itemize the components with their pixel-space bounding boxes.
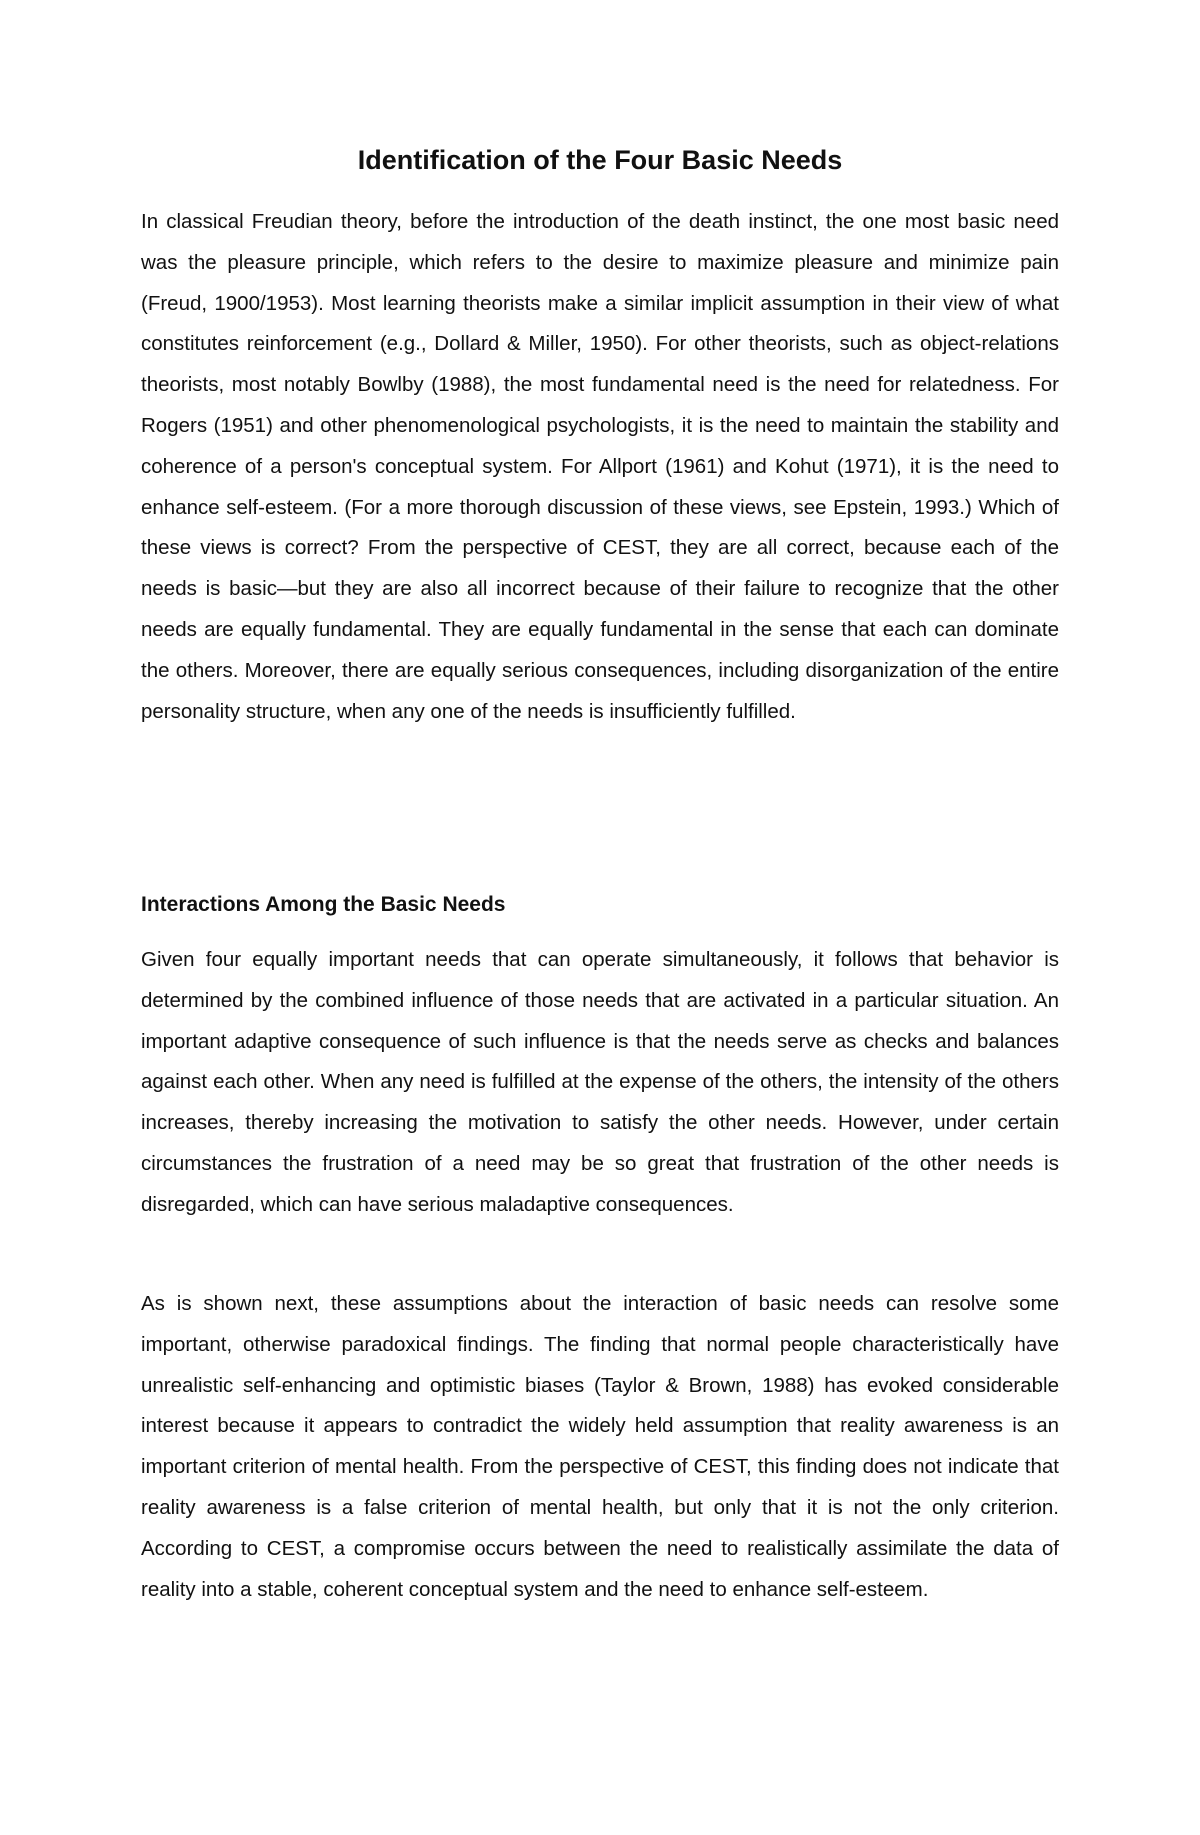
section-heading: Interactions Among the Basic Needs	[141, 893, 506, 916]
body-paragraph-1: In classical Freudian theory, before the introduction of the death instinct, the one most basic need was the pleasure principle, which refers to the desire to maximize pleasure and minimize pain (Freud, 1900/1953). Most learning theorists make a similar implicit assumption in their view of what constitutes reinforcement (e.g., Dollard & Miller, 1950). For other theorists, such as object-relations theorists, most notably Bowlby (1988), the most fundamental need is the need for relatedness. For Rogers (1951) and other phenomenological psychologists, it is the need to maintain the stability and coherence of a person's conceptual system. For Allport (1961) and Kohut (1971), it is the need to enhance self-esteem. (For a more thorough discussion of these views, see Epstein, 1993.) Which of these views is correct? From the perspective of CEST, they are all correct, because each of the needs is basic—but they are also all incorrect because of their failure to recognize that the other needs are equally fundamental. They are equally fundamental in the sense that each can dominate the others. Moreover, there are equally serious consequences, including disorganization of the entire personality structure, when any one of the needs is insufficiently fulfilled.	[141, 210, 1059, 723]
body-paragraph-2: Given four equally important needs that can operate simultaneously, it follows that behavior is determined by the combined influence of those needs that are activated in a particular situation. An important adaptive consequence of such influence is that the needs serve as checks and balances against each other. When any need is fulfilled at the expense of the others, the intensity of the others increases, thereby increasing the motivation to satisfy the other needs. However, under certain circumstances the frustration of a need may be so great that frustration of the other needs is disregarded, which can have serious maladaptive consequences.	[141, 948, 1059, 1216]
body-paragraph-3: As is shown next, these assumptions about the interaction of basic needs can resolve some important, otherwise paradoxical findings. The finding that normal people characteristically have unrealistic self-enhancing and optimistic biases (Taylor & Brown, 1988) has evoked considerable interest because it appears to contradict the widely held assumption that reality awareness is an important criterion of mental health. From the perspective of CEST, this finding does not indicate that reality awareness is a false criterion of mental health, but only that it is not the only criterion. According to CEST, a compromise occurs between the need to realistically assimilate the data of reality into a stable, coherent conceptual system and the need to enhance self-esteem.	[141, 1292, 1059, 1601]
page-title: Identification of the Four Basic Needs	[357, 145, 843, 175]
